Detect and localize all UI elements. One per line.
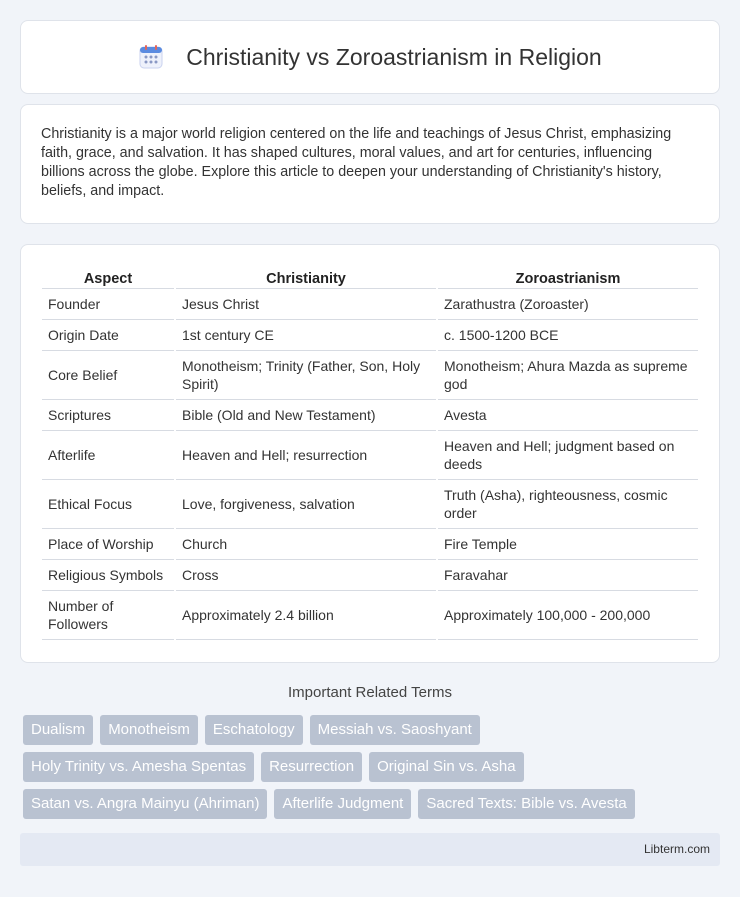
- table-row: [42, 480, 698, 529]
- cell-christianity: Monotheism; Trinity (Father, Son, Holy Spirit): [176, 351, 436, 400]
- tag-afterlife-judgment[interactable]: Afterlife Judgment: [274, 789, 411, 819]
- footer-link[interactable]: Libterm.com: [643, 842, 710, 856]
- calendar-icon: [138, 44, 164, 70]
- cell-aspect: Afterlife: [42, 431, 174, 480]
- cell-christianity: Bible (Old and New Testament): [176, 400, 436, 431]
- cell-zoroastrianism: Truth (Asha), righteousness, cosmic order: [438, 480, 698, 529]
- tag-satan-vs-angra-mainyu[interactable]: Satan vs. Angra Mainyu (Ahriman): [23, 789, 267, 819]
- cell-aspect: Founder: [42, 289, 174, 320]
- header-aspect: Aspect: [42, 265, 174, 289]
- tag-monotheism[interactable]: Monotheism: [100, 715, 198, 745]
- cell-aspect: Origin Date: [42, 320, 174, 351]
- cell-christianity: Heaven and Hell; resurrection: [176, 431, 436, 480]
- table-row: [42, 351, 698, 400]
- cell-zoroastrianism: Approximately 100,000 - 200,000: [438, 591, 698, 640]
- tag-row: [23, 789, 723, 819]
- table-row: [42, 400, 698, 431]
- tag-row: [23, 715, 723, 745]
- cell-christianity: Love, forgiveness, salvation: [176, 480, 436, 529]
- footer: [20, 833, 720, 866]
- cell-aspect: Number of Followers: [42, 591, 174, 640]
- header-christianity: Christianity: [176, 265, 436, 289]
- cell-aspect: Scriptures: [42, 400, 174, 431]
- table-row: [42, 320, 698, 351]
- cell-zoroastrianism: Zarathustra (Zoroaster): [438, 289, 698, 320]
- cell-zoroastrianism: Fire Temple: [438, 529, 698, 560]
- tag-sacred-texts[interactable]: Sacred Texts: Bible vs. Avesta: [418, 789, 634, 819]
- comparison-table: [40, 265, 700, 640]
- cell-aspect: Core Belief: [42, 351, 174, 400]
- tag-row: [23, 752, 723, 782]
- cell-zoroastrianism: Avesta: [438, 400, 698, 431]
- tag-holy-trinity-vs-amesha-spentas[interactable]: Holy Trinity vs. Amesha Spentas: [23, 752, 254, 782]
- tag-eschatology[interactable]: Eschatology: [205, 715, 303, 745]
- tag-dualism[interactable]: Dualism: [23, 715, 93, 745]
- cell-zoroastrianism: Monotheism; Ahura Mazda as supreme god: [438, 351, 698, 400]
- cell-christianity: Jesus Christ: [176, 289, 436, 320]
- tag-resurrection[interactable]: Resurrection: [261, 752, 362, 782]
- comparison-card: [20, 244, 720, 663]
- cell-christianity: Cross: [176, 560, 436, 591]
- table-row: [42, 591, 698, 640]
- table-row: [42, 529, 698, 560]
- cell-zoroastrianism: Heaven and Hell; judgment based on deeds: [438, 431, 698, 480]
- table-row: [42, 560, 698, 591]
- table-row: [42, 431, 698, 480]
- intro-card: [20, 104, 720, 224]
- related-terms-tags: [23, 715, 723, 826]
- related-terms-title: Important Related Terms: [288, 684, 452, 701]
- cell-zoroastrianism: Faravahar: [438, 560, 698, 591]
- cell-aspect: Religious Symbols: [42, 560, 174, 591]
- cell-christianity: Church: [176, 529, 436, 560]
- tag-original-sin-vs-asha[interactable]: Original Sin vs. Asha: [369, 752, 523, 782]
- cell-christianity: 1st century CE: [176, 320, 436, 351]
- intro-text: Christianity is a major world religion centered on the life and teachings of Jesus Christ, emphasizing faith, grace, and salvation. It has shaped cultures, moral values, and art for centuries, influencing billions across the globe. Explore this article to deepen your understanding of Christianity's history, beliefs, and impact.: [41, 126, 672, 199]
- table-row: [42, 289, 698, 320]
- page-title: Christianity vs Zoroastrianism in Religion: [186, 43, 602, 70]
- tag-messiah-vs-saoshyant[interactable]: Messiah vs. Saoshyant: [310, 715, 480, 745]
- cell-aspect: Place of Worship: [42, 529, 174, 560]
- table-header-row: [42, 265, 698, 289]
- header-card: [20, 20, 720, 94]
- cell-christianity: Approximately 2.4 billion: [176, 591, 436, 640]
- cell-aspect: Ethical Focus: [42, 480, 174, 529]
- cell-zoroastrianism: c. 1500-1200 BCE: [438, 320, 698, 351]
- header-zoroastrianism: Zoroastrianism: [438, 265, 698, 289]
